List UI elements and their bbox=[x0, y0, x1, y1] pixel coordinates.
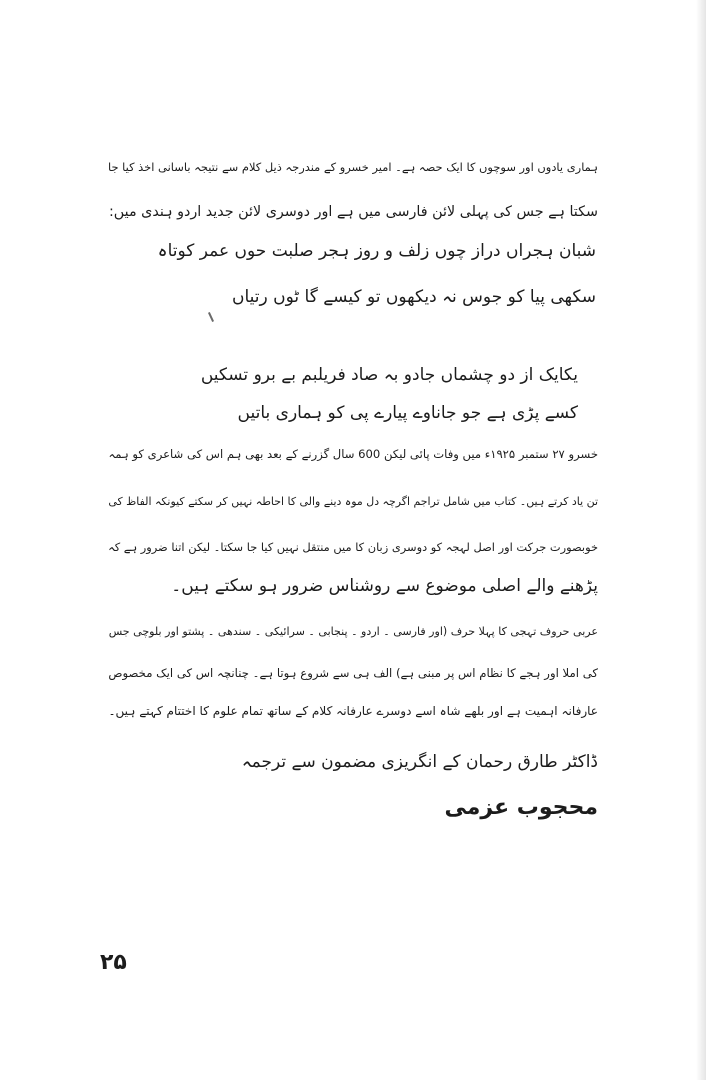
translator-name: محجوب عزمی bbox=[444, 795, 598, 820]
verse-1-line-2: سکھی پیا کو جوس نہ دیکھوں تو کیسے گا ٹوں رتیاں bbox=[232, 287, 596, 307]
paragraph-1-line-2: سکتا ہے جس کی پہلی لائن فارسی میں ہے اور دوسری لائن جدید اردو ہندی میں: bbox=[108, 204, 598, 220]
paragraph-2-line-1: خسرو ۲۷ ستمبر ۱۹۲۵ء میں وفات پائی لیکن 600 سال گزرنے کے بعد بھی ہم اس کی شاعری کو ہمہ bbox=[108, 447, 598, 461]
page-number: ۲۵ bbox=[100, 950, 127, 975]
translation-credit: ڈاکٹر طارق رحمان کے انگریزی مضمون سے ترجمہ bbox=[241, 752, 598, 772]
verse-1-line-1: شبان ہجراں دراز چوں زلف و روز ہجر صلبت حوں عمر کوتاہ bbox=[157, 241, 596, 261]
verse-2-line-2: کسے پڑی ہے جو جاناوے پیارے پی کو ہماری باتیں bbox=[237, 403, 578, 423]
verse-2-line-1: یکایک از دو چشماں جادو بہ صاد فریلبم بے برو تسکیں bbox=[200, 365, 578, 385]
paragraph-3-line-1: عربی حروف تہجی کا پہلا حرف (اور فارسی ۔ اردو ۔ پنجابی ۔ سرائیکی ۔ سندھی ۔ پشتو اور بلوچی جس bbox=[108, 625, 598, 638]
paragraph-3-line-3: عارفانہ اہمیت ہے اور بلھے شاہ اسے دوسرے عارفانہ کلام کے ساتھ تمام علوم کا اختتام کہتے ہیں۔ bbox=[108, 704, 598, 718]
paragraph-2-line-2: تن یاد کرتے ہیں۔ کتاب میں شامل تراجم اگرچہ دل موہ دینے والی کا احاطہ نہیں کر سکتے کیونکہ الفاظ کی bbox=[108, 495, 598, 508]
paragraph-2-line-4: پڑھنے والے اصلی موضوع سے روشناس ضرور ہو سکتے ہیں۔ bbox=[171, 576, 598, 596]
stray-mark bbox=[208, 312, 214, 322]
paragraph-3-line-2: کی املا اور ہجے کا نظام اس پر مبنی ہے) الف ہی سے شروع ہوتا ہے۔ چنانچہ اس کی ایک مخصوص bbox=[108, 666, 598, 680]
paragraph-2-line-3: خوبصورت جرکت اور اصل لہجہ کو دوسری زبان کا میں منتقل نہیں کیا جا سکتا۔ لیکن اتنا ضرور ہے کہ bbox=[108, 540, 598, 554]
page-edge-shadow bbox=[696, 0, 706, 1080]
paragraph-1-line-1: ہماری یادوں اور سوچوں کا ایک حصہ ہے۔ امیر خسرو کے مندرجہ ذیل کلام سے نتیجہ باسانی اخذ کیا جا bbox=[107, 160, 598, 174]
